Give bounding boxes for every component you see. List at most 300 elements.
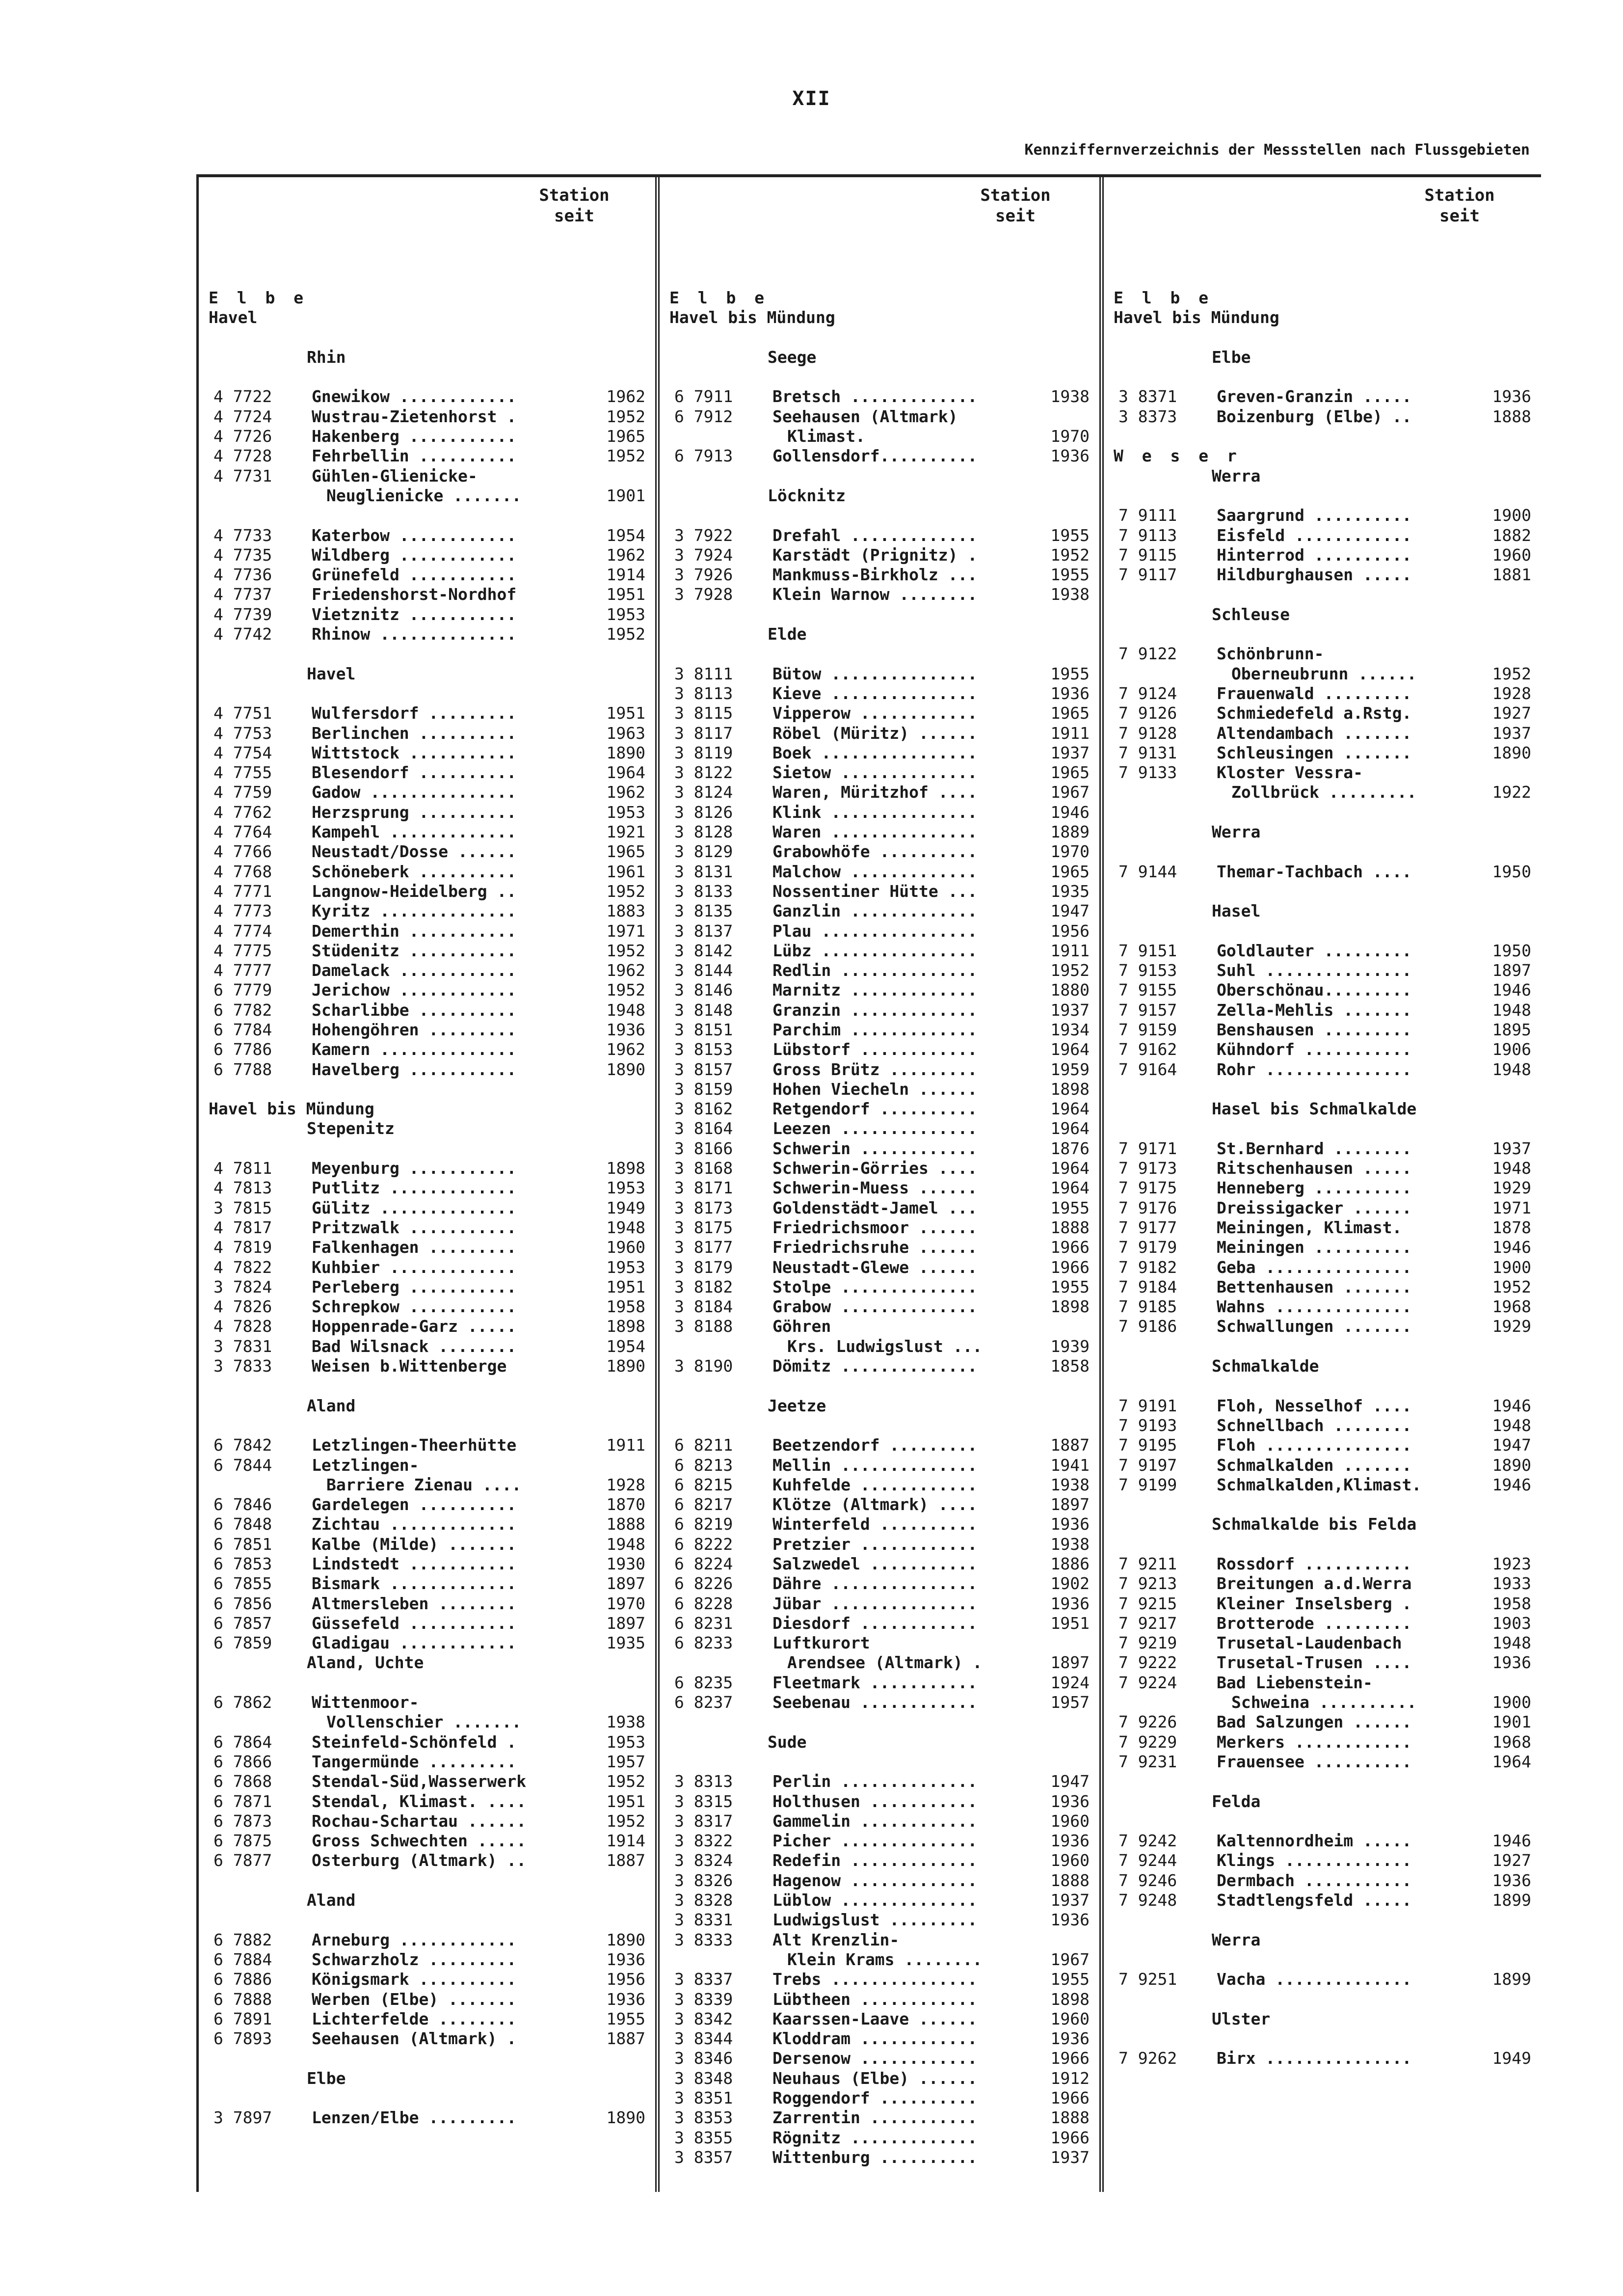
station-year: 1964: [1492, 1752, 1531, 1771]
station-name: Nossentiner Hütte ...: [772, 881, 978, 901]
station-code: 3 7831: [213, 1336, 272, 1356]
station-code: 3 7928: [674, 585, 733, 604]
station-year: 1953: [606, 1732, 645, 1752]
station-code: 7 9122: [1118, 644, 1177, 664]
station-code: 7 9262: [1118, 2049, 1177, 2068]
station-year: 1952: [606, 624, 645, 644]
station-year: 1936: [1050, 2029, 1090, 2049]
header-station: Station: [539, 186, 610, 205]
station-code: 7 9124: [1118, 683, 1177, 703]
station-code: 7 9211: [1118, 1554, 1177, 1573]
station-name: Bismark .............: [312, 1574, 517, 1594]
station-code: 7 9117: [1118, 565, 1177, 585]
station-name: Trusetal-Trusen ....: [1217, 1653, 1412, 1673]
spacer: [660, 1752, 1099, 1772]
station-year: 1911: [1050, 723, 1090, 743]
station-year: 1970: [1050, 427, 1090, 446]
station-name: Klink ...............: [772, 802, 978, 822]
station-code: 3 8348: [674, 2068, 733, 2088]
station-row: [660, 1356, 1099, 1376]
station-name: Karstädt (Prignitz) .: [772, 545, 978, 565]
station-year: 1930: [606, 1554, 645, 1573]
station-row: [660, 941, 1099, 961]
station-code: 3 8173: [674, 1198, 733, 1217]
station-name: Falkenhagen .........: [312, 1238, 517, 1257]
station-name: Saargrund ..........: [1217, 506, 1412, 525]
river-heading: [1104, 1356, 1541, 1376]
station-row: [1104, 1178, 1541, 1198]
station-year: 1900: [1492, 1693, 1531, 1712]
station-code: 7 9248: [1118, 1891, 1177, 1910]
station-code: 4 7737: [213, 585, 272, 604]
station-code: 3 8171: [674, 1178, 733, 1198]
station-code: 3 8317: [674, 1811, 733, 1831]
station-code: 4 7755: [213, 763, 272, 783]
station-name: Schrepkow ...........: [312, 1297, 517, 1317]
station-name: Herzsprung ..........: [312, 802, 517, 822]
station-year: 1955: [1050, 565, 1090, 585]
station-row-continuation: [1104, 664, 1541, 684]
station-code: 6 7862: [213, 1693, 272, 1712]
station-name: Ludwigslust .........: [772, 1910, 978, 1930]
station-name: Wittenmoor-: [312, 1693, 419, 1712]
station-year: 1952: [606, 980, 645, 1000]
station-name: Kalbe (Milde) .......: [312, 1534, 517, 1554]
station-row: [660, 1792, 1099, 1811]
station-year: 1956: [1050, 921, 1090, 941]
station-row: [199, 1178, 655, 1198]
spacer: [199, 1910, 655, 1930]
station-year: 1936: [1050, 1594, 1090, 1613]
station-year: 1936: [1050, 1791, 1090, 1811]
station-row: [199, 427, 655, 446]
station-year: 1955: [606, 2009, 645, 2028]
station-row: [660, 2029, 1099, 2049]
station-name: Wulfersdorf .........: [312, 703, 517, 723]
station-code: 7 9199: [1118, 1475, 1177, 1494]
station-year: 1964: [606, 763, 645, 783]
station-code: 3 8142: [674, 941, 733, 960]
station-row: [1104, 961, 1541, 980]
station-year: 1934: [1050, 1020, 1090, 1039]
station-name: Schmiedefeld a.Rstg.: [1217, 703, 1412, 723]
station-row: [1104, 1159, 1541, 1178]
station-year: 1965: [606, 427, 645, 446]
station-code: 6 8217: [674, 1495, 733, 1514]
station-name: Fehrbellin ..........: [312, 446, 517, 466]
station-year: 1858: [1050, 1356, 1090, 1376]
station-code: 6 8219: [674, 1514, 733, 1534]
station-row: [1104, 684, 1541, 703]
section-heading: Havel bis Mündung: [209, 1099, 374, 1119]
section-heading: Havel: [209, 308, 258, 327]
river-name: Elbe: [1212, 347, 1251, 367]
station-row: [199, 1435, 655, 1455]
station-name: Kaltennordheim .....: [1217, 1831, 1412, 1851]
station-year: 1957: [606, 1752, 645, 1771]
spacer: [199, 2088, 655, 2108]
station-code: 7 9182: [1118, 1257, 1177, 1277]
station-code: 4 7822: [213, 1257, 272, 1277]
station-code: 4 7751: [213, 703, 272, 723]
station-code: 3 8346: [674, 2049, 733, 2068]
station-name: Ganzlin .............: [772, 901, 978, 921]
river-heading: [1104, 901, 1541, 921]
station-row: [1104, 1040, 1541, 1059]
section-heading: Havel bis Mündung: [669, 308, 835, 327]
spacer: [660, 1712, 1099, 1732]
station-row: [199, 624, 655, 644]
station-year: 1948: [1492, 1000, 1531, 1020]
station-name: Gladigau ............: [312, 1633, 517, 1653]
station-row: [199, 1693, 655, 1712]
station-year: 1966: [1050, 1238, 1090, 1257]
river-name: Havel: [307, 664, 356, 683]
station-code: 7 9164: [1118, 1059, 1177, 1079]
station-name: Dreissigacker ......: [1217, 1198, 1412, 1217]
station-name: Wahns ..............: [1217, 1297, 1412, 1317]
station-code: 4 7754: [213, 743, 272, 762]
station-year: 1878: [1492, 1217, 1531, 1237]
station-year: 1952: [606, 446, 645, 466]
station-code: 3 8351: [674, 2088, 733, 2108]
station-code: 4 7759: [213, 783, 272, 802]
station-year: 1938: [606, 1712, 645, 1732]
station-code: 7 9246: [1118, 1870, 1177, 1890]
station-row: [660, 743, 1099, 763]
station-code: 4 7733: [213, 525, 272, 545]
station-row-continuation: [199, 1712, 655, 1732]
station-name: Malchow .............: [772, 862, 978, 881]
station-name: Bretsch .............: [772, 387, 978, 406]
station-year: 1959: [1050, 1059, 1090, 1079]
station-row: [199, 1000, 655, 1020]
station-year: 1962: [606, 545, 645, 565]
station-code: 6 8213: [674, 1455, 733, 1475]
station-year: 1936: [1492, 1870, 1531, 1890]
station-name: Stendal-Süd,Wasserwerk: [312, 1772, 527, 1791]
station-row: [660, 1930, 1099, 1950]
station-row: [1104, 506, 1541, 525]
station-name: Hakenberg ...........: [312, 427, 517, 446]
station-code: 6 7842: [213, 1435, 272, 1455]
station-year: 1957: [1050, 1693, 1090, 1712]
station-name: Benshausen .........: [1217, 1020, 1412, 1039]
station-name-continued: Vollenschier .......: [326, 1712, 522, 1732]
station-name: Schwallungen .......: [1217, 1317, 1412, 1336]
spacer: [1104, 427, 1541, 446]
river-name: Löcknitz: [768, 486, 846, 505]
station-year: 1899: [1492, 1970, 1531, 1989]
station-code: 3 8129: [674, 842, 733, 862]
header-seit: seit: [1439, 206, 1480, 226]
station-row: [660, 1693, 1099, 1712]
spacer: [199, 1080, 655, 1099]
station-code: 6 7875: [213, 1831, 272, 1851]
station-row: [199, 941, 655, 961]
station-name: St.Bernhard ........: [1217, 1138, 1412, 1158]
station-code: 4 7826: [213, 1297, 272, 1317]
station-name: Plau ................: [772, 921, 978, 941]
station-row: [1104, 724, 1541, 743]
station-name: Neuhaus (Elbe) ......: [772, 2068, 978, 2088]
station-name: Redefin .............: [772, 1851, 978, 1870]
station-row: [199, 1574, 655, 1594]
station-name: Lindstedt ...........: [312, 1554, 517, 1573]
station-name: Mankmuss-Birkholz ...: [772, 565, 978, 585]
station-code: 3 8131: [674, 862, 733, 881]
spacer: [1104, 1376, 1541, 1396]
station-year: 1902: [1050, 1574, 1090, 1594]
station-name-continued: Neuglienicke .......: [326, 486, 522, 505]
station-row: [199, 1535, 655, 1554]
station-year: 1928: [606, 1475, 645, 1494]
station-code: 7 9219: [1118, 1633, 1177, 1653]
station-name: Kühndorf ...........: [1217, 1040, 1412, 1059]
river-heading: [660, 1396, 1099, 1416]
station-row: [1104, 1614, 1541, 1633]
station-row: [199, 1020, 655, 1040]
station-code: 4 7777: [213, 961, 272, 980]
station-row: [660, 1831, 1099, 1851]
station-year: 1914: [606, 1831, 645, 1851]
station-year: 1970: [606, 1594, 645, 1613]
station-name: Winterfeld ..........: [772, 1514, 978, 1534]
station-code: 3 8337: [674, 1970, 733, 1989]
station-year: 1897: [606, 1574, 645, 1594]
station-row: [660, 1851, 1099, 1870]
station-row: [199, 980, 655, 1000]
station-code: 3 8148: [674, 1000, 733, 1020]
station-name: Kuhfelde ............: [772, 1475, 978, 1494]
station-name: Hohen Viecheln ......: [772, 1079, 978, 1099]
station-code: 6 7884: [213, 1949, 272, 1969]
station-code: 3 8326: [674, 1870, 733, 1890]
station-name: Pritzwalk ...........: [312, 1217, 517, 1237]
station-name: Altmersleben ........: [312, 1594, 517, 1613]
station-code: 3 8331: [674, 1910, 733, 1930]
station-code: 6 8215: [674, 1475, 733, 1494]
station-name: Lübz ................: [772, 941, 978, 960]
river-name: Werra: [1212, 822, 1261, 842]
station-year: 1960: [1050, 1811, 1090, 1831]
station-name: Langnow-Heidelberg ..: [312, 881, 517, 901]
station-code: 7 9251: [1118, 1970, 1177, 1989]
station-row: [199, 1732, 655, 1752]
station-year: 1922: [1492, 783, 1531, 802]
station-year: 1948: [1492, 1415, 1531, 1435]
station-year: 1965: [606, 842, 645, 862]
station-year: 1971: [1492, 1198, 1531, 1217]
spacer: [199, 1376, 655, 1396]
station-name: Königsmark ..........: [312, 1970, 517, 1989]
station-code: 6 7859: [213, 1633, 272, 1653]
river-heading: [1104, 1514, 1541, 1534]
station-code: 3 8315: [674, 1791, 733, 1811]
station-code: 3 8182: [674, 1277, 733, 1297]
station-code: 6 7851: [213, 1534, 272, 1554]
station-year: 1938: [1050, 1475, 1090, 1494]
station-row: [199, 2009, 655, 2029]
station-name: Bettenhausen .......: [1217, 1277, 1412, 1297]
station-year: 1955: [1050, 664, 1090, 683]
spacer: [1104, 1080, 1541, 1099]
station-name: Floh, Nesselhof ....: [1217, 1396, 1412, 1415]
station-code: 4 7768: [213, 862, 272, 881]
station-name: Scharlibbe ..........: [312, 1000, 517, 1020]
station-code: 7 9177: [1118, 1217, 1177, 1237]
station-name: Schönbrunn-: [1217, 644, 1324, 664]
station-row-continuation: [660, 427, 1099, 446]
station-name: Havelberg ...........: [312, 1059, 517, 1079]
station-row: [660, 763, 1099, 783]
station-name: Geba ...............: [1217, 1257, 1412, 1277]
station-year: 1936: [1492, 1653, 1531, 1673]
spacer: [660, 367, 1099, 387]
station-name: Gollensdorf..........: [772, 446, 978, 466]
river-name: Aland: [307, 1396, 356, 1415]
station-row: [660, 961, 1099, 980]
station-name: Schwerin ............: [772, 1138, 978, 1158]
station-code: 7 9224: [1118, 1673, 1177, 1692]
station-name: Luftkurort: [772, 1633, 870, 1653]
station-code: 7 9185: [1118, 1297, 1177, 1317]
station-row: [1104, 1574, 1541, 1594]
station-year: 1968: [1492, 1732, 1531, 1752]
station-name: Trebs ...............: [772, 1970, 978, 1989]
station-name: Stendal, Klimast. ....: [312, 1791, 527, 1811]
station-row: [1104, 1732, 1541, 1752]
river-heading: [1104, 348, 1541, 367]
station-code: 6 7855: [213, 1574, 272, 1594]
station-code: 3 8333: [674, 1930, 733, 1949]
station-name: Gardelegen ..........: [312, 1495, 517, 1514]
station-year: 1898: [606, 1159, 645, 1178]
river-heading: [199, 1119, 655, 1138]
station-year: 1964: [1050, 1040, 1090, 1059]
station-row: [1104, 1871, 1541, 1891]
station-row: [660, 1317, 1099, 1336]
station-code: 3 7924: [674, 545, 733, 565]
station-year: 1937: [1050, 1000, 1090, 1020]
station-code: 4 7773: [213, 901, 272, 921]
station-name: Henneberg ..........: [1217, 1178, 1412, 1198]
station-row: [1104, 1238, 1541, 1257]
station-code: 7 9157: [1118, 1000, 1177, 1020]
river-name: Hasel: [1212, 901, 1261, 921]
station-row: [199, 901, 655, 921]
station-year: 1958: [1492, 1594, 1531, 1613]
station-year: 1921: [606, 822, 645, 842]
station-row: [660, 1594, 1099, 1614]
station-code: 3 8175: [674, 1217, 733, 1237]
station-year: 1881: [1492, 565, 1531, 585]
station-year: 1937: [1050, 2147, 1090, 2167]
station-row: [1104, 1258, 1541, 1277]
station-row: [199, 1495, 655, 1514]
station-name: Seebenau ............: [772, 1693, 978, 1712]
station-year: 1948: [606, 1217, 645, 1237]
station-row: [660, 1535, 1099, 1554]
station-name: Neustadt-Glewe ......: [772, 1257, 978, 1277]
station-code: 6 7864: [213, 1732, 272, 1752]
station-name: Gnewikow ............: [312, 387, 517, 406]
station-name: Marnitz .............: [772, 980, 978, 1000]
station-year: 1935: [606, 1633, 645, 1653]
section-heading: Havel bis Mündung: [1114, 308, 1279, 327]
river-name: Elbe: [307, 2068, 346, 2088]
station-code: 6 7782: [213, 1000, 272, 1020]
station-name: Wustrau-Zietenhorst .: [312, 406, 517, 426]
station-code: 3 8113: [674, 683, 733, 703]
station-name: Suhl ...............: [1217, 961, 1412, 980]
station-name: Hinterrod ..........: [1217, 545, 1412, 565]
station-year: 1936: [606, 1989, 645, 2009]
station-code: 4 7736: [213, 565, 272, 585]
station-row: [660, 1891, 1099, 1910]
station-row: [660, 526, 1099, 545]
river-name: Aland, Uchte: [307, 1653, 424, 1673]
station-code: 3 8353: [674, 2108, 733, 2128]
station-name: Ritschenhausen .....: [1217, 1159, 1412, 1178]
station-code: 6 7779: [213, 980, 272, 1000]
station-name: Hildburghausen .....: [1217, 565, 1412, 585]
column-body: [1104, 288, 1541, 2069]
station-year: 1953: [606, 1257, 645, 1277]
station-name: Gross Brütz .........: [772, 1059, 978, 1079]
station-name: Vietznitz ...........: [312, 604, 517, 624]
station-name: Oberschönau.........: [1217, 980, 1412, 1000]
station-row: [199, 1811, 655, 1831]
station-row: [1104, 526, 1541, 545]
station-year: 1952: [606, 1772, 645, 1791]
station-row: [660, 1238, 1099, 1257]
river-name: Stepenitz: [307, 1119, 395, 1138]
river-heading: [660, 1732, 1099, 1752]
station-code: 4 7774: [213, 921, 272, 941]
station-code: 4 7724: [213, 406, 272, 426]
station-row: [660, 407, 1099, 427]
station-year: 1935: [1050, 881, 1090, 901]
station-name: Dermbach ...........: [1217, 1870, 1412, 1890]
river-name: Werra: [1212, 1930, 1261, 1949]
station-code: 3 8157: [674, 1059, 733, 1079]
station-row: [1104, 1060, 1541, 1080]
station-row: [199, 1218, 655, 1238]
station-name: Arneburg ............: [312, 1930, 517, 1949]
station-code: 7 9213: [1118, 1574, 1177, 1594]
station-row: [199, 1337, 655, 1356]
station-name: Katerbow ............: [312, 525, 517, 545]
station-year: 1938: [1050, 387, 1090, 406]
station-row: [660, 901, 1099, 921]
station-name: Bad Liebenstein-: [1217, 1673, 1373, 1692]
station-name: Goldenstädt-Jamel ...: [772, 1198, 978, 1217]
station-row: [660, 1159, 1099, 1178]
station-name: Granzin .............: [772, 1000, 978, 1020]
spacer: [1104, 624, 1541, 644]
station-year: 1964: [1050, 1099, 1090, 1119]
station-code: 3 8357: [674, 2147, 733, 2167]
station-name: Kieve ...............: [772, 683, 978, 703]
station-row: [1104, 2049, 1541, 2068]
station-row: [660, 2009, 1099, 2029]
river-heading: [1104, 2009, 1541, 2029]
station-name: Sietow ..............: [772, 763, 978, 783]
station-name: Grünefeld ...........: [312, 565, 517, 585]
station-row: [660, 1040, 1099, 1059]
station-row: [1104, 565, 1541, 585]
